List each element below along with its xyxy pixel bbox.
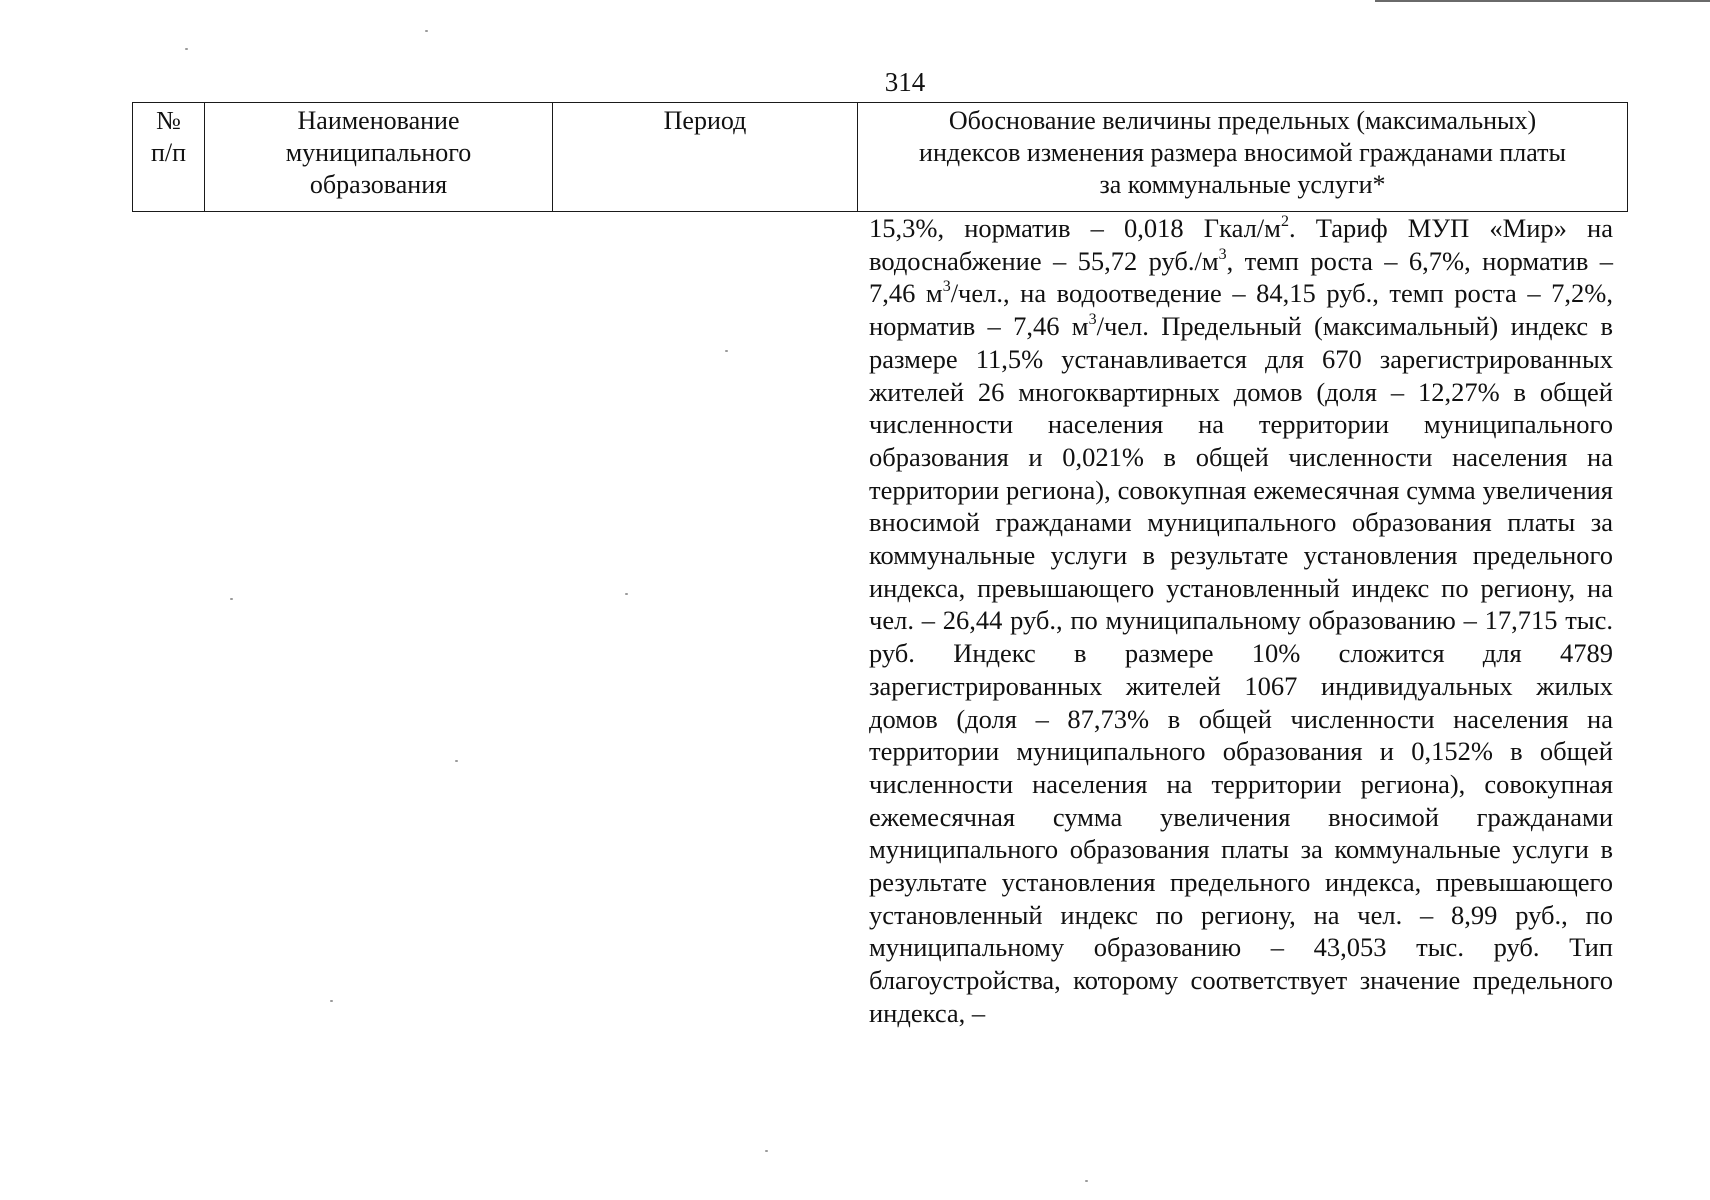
scan-speck xyxy=(185,48,188,50)
page-number: 314 xyxy=(884,67,926,97)
scan-speck xyxy=(765,1150,768,1152)
header-cell-justification: Обоснование величины предельных (максимальных) индексов изменения размера вносимой гражданами платы за коммунальные услуги* xyxy=(858,103,1628,212)
scan-speck xyxy=(230,598,233,600)
header-cell-period: Период xyxy=(553,103,858,212)
scan-speck xyxy=(425,30,428,32)
superscript: 3 xyxy=(942,278,951,296)
header-cell-municipality-name: Наименование муниципального образования xyxy=(205,103,553,212)
text-run: . Тариф МУП «Мир» на водоснабжение – 55,72 руб./м xyxy=(869,213,1613,276)
scan-speck xyxy=(725,350,728,352)
superscript: 3 xyxy=(1218,245,1227,263)
header-cell-number: № п/п xyxy=(133,103,205,212)
table-header xyxy=(132,102,1628,212)
text-run: /чел., на водоотведение – 84,15 руб., темп роста – 7,2%, норматив – 7,46 м xyxy=(869,278,1613,342)
text-run: /чел. Предельный (максимальный) индекс в размере 11,5% устанавливается для 670 зарегистрированных жителей 26 многоквартирных домов (доля – 12,27% в общей численности населения на территории муниципального образования и 0,021% в общей численности населения на территории региона), совокупная ежемесячная сумма увеличения вносимой гражданами муниципального образования платы за коммунальные услуги в результате установления предельного индекса, превышающего установленный индекс по региону, на чел. – 26,44 руб., по муниципальному образованию – 17,715 тыс. руб. Индекс в размере 10% сложится для 4789 зарегистрированных жителей 1067 индивидуальных жилых домов (доля – 87,73% в общей численности населения на территории муниципального образования и 0,152% в общей численности населения на территории региона), совокупная ежемесячная сумма увеличения вносимой гражданами муниципального образования платы за коммунальные услуги в результате установления предельного индекса, превышающего установленный индекс по региону, на чел. – 8,99 руб., по муниципальному образованию – 43,053 тыс. руб. Тип благоустройства, которому соответствует значение предельного индекса, – xyxy=(869,311,1613,1028)
scan-edge-line xyxy=(1375,0,1710,2)
superscript: 2 xyxy=(1280,213,1289,230)
justification-paragraph xyxy=(869,212,1613,1030)
scan-speck xyxy=(1085,1180,1088,1182)
superscript: 3 xyxy=(1088,311,1097,329)
scan-speck xyxy=(625,593,628,595)
scan-speck xyxy=(330,1000,333,1002)
table-header-row xyxy=(133,103,1628,212)
text-run: , темп роста – 6,7%, норматив – 7,46 м xyxy=(869,245,1613,309)
scan-speck xyxy=(455,760,458,762)
text-run: 15,3%, норматив – 0,018 Гкал/м xyxy=(869,213,1281,243)
